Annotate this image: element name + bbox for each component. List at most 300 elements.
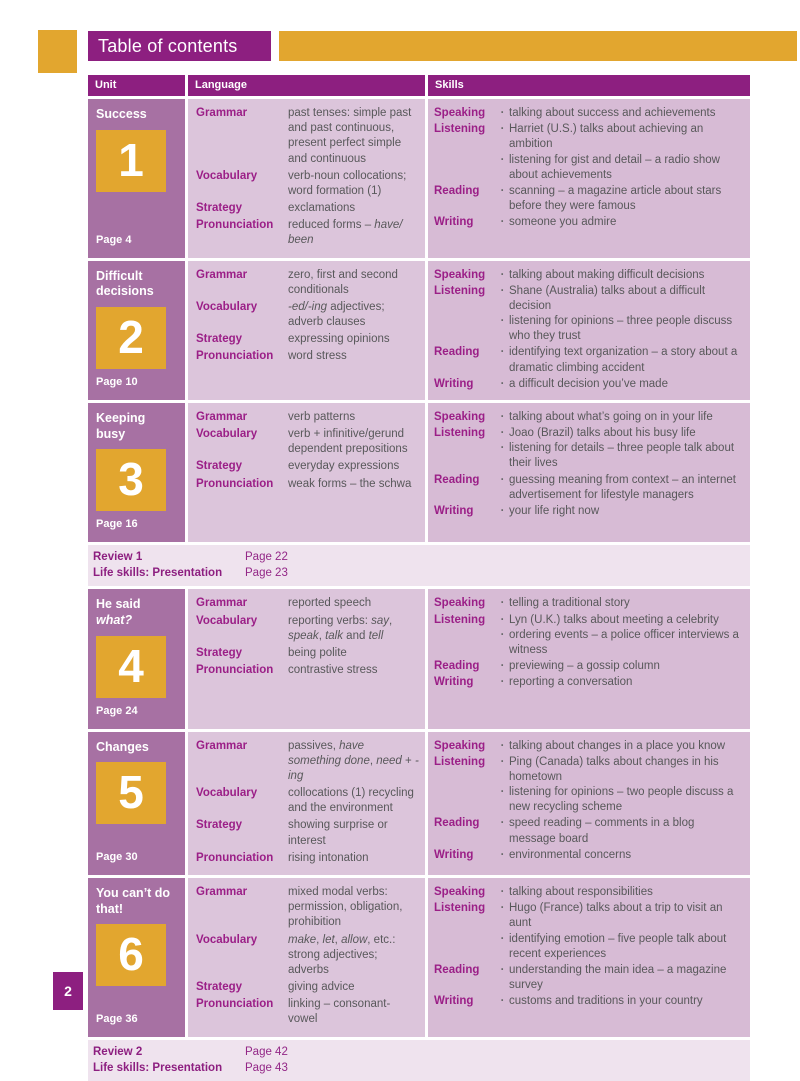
bullet-icon: ·: [500, 995, 505, 1008]
unit-row: [88, 261, 750, 400]
skill-item: [496, 345, 742, 375]
skill-items: [496, 345, 742, 375]
skill-item: [496, 675, 742, 690]
skill-category-label: Writing: [434, 504, 474, 517]
bullet-icon: ·: [500, 346, 505, 359]
skill-item-text: previewing – a gossip column: [509, 660, 660, 673]
unit-number: 4: [118, 639, 144, 692]
language-category-label: Pronunciation: [196, 219, 274, 232]
language-group: [196, 427, 419, 457]
skill-items: [496, 596, 742, 611]
language-text: reported speech: [288, 597, 372, 610]
skill-group: [434, 184, 742, 214]
language-group: [196, 349, 419, 364]
skill-item: [496, 596, 742, 611]
bullet-icon: ·: [500, 597, 505, 610]
unit-title: Changes: [96, 739, 149, 754]
unit-number: 2: [118, 310, 144, 363]
language-text: showing surprise or interest: [288, 819, 388, 847]
bullet-icon: ·: [500, 885, 505, 898]
skill-item: [496, 284, 742, 314]
bullet-icon: ·: [500, 377, 505, 390]
unit-title: Success: [96, 107, 147, 121]
skill-category-label: Writing: [434, 676, 474, 689]
skill-item-text: Shane (Australia) talks about a difficult decision: [509, 284, 706, 312]
accent-square: [38, 30, 77, 73]
skill-item: [496, 755, 742, 785]
skill-category-label: Listening: [434, 284, 486, 297]
skills-cell: [428, 878, 750, 1037]
skill-item-text: understanding the main idea – a magazine survey: [509, 963, 727, 992]
unit-cell: [88, 732, 185, 875]
language-category-label: Grammar: [196, 107, 248, 119]
review-label: Review 2: [93, 1045, 143, 1058]
skill-item-text: your life right now: [509, 504, 600, 517]
bullet-icon: ·: [500, 902, 505, 915]
skill-item: [496, 816, 742, 846]
skill-item-text: listening for opinions – two people discuss a new recycling scheme: [509, 786, 734, 814]
bullet-icon: ·: [500, 268, 505, 281]
language-group: [196, 786, 419, 816]
language-group: [196, 933, 419, 979]
skill-item-text: listening for details – three people talk about their lives: [509, 442, 735, 470]
skill-group: [434, 816, 742, 846]
skill-items: [496, 184, 742, 214]
language-category-label: Vocabulary: [196, 787, 258, 800]
unit-page-label: Page 10: [96, 375, 138, 388]
unit-cell: [88, 403, 185, 542]
language-category-label: Grammar: [196, 268, 248, 281]
language-text: reduced forms – have/ been: [288, 219, 403, 247]
skill-category-label: Listening: [434, 755, 486, 768]
skills-cell: [428, 99, 750, 258]
language-text: everyday expressions: [288, 460, 400, 473]
language-category-label: Pronunciation: [196, 350, 274, 363]
language-category-label: Vocabulary: [196, 428, 258, 441]
language-group: [196, 614, 419, 644]
skill-items: [496, 963, 742, 993]
skill-group: [434, 268, 742, 283]
skill-category-label: Listening: [434, 427, 486, 440]
unit-number-box: [96, 762, 166, 824]
unit-row: [88, 732, 750, 875]
unit-row: [88, 878, 750, 1037]
skill-item-text: customs and traditions in your country: [509, 995, 703, 1008]
skill-category-label: Reading: [434, 660, 480, 673]
skills-cell: [428, 403, 750, 542]
unit-number: 5: [118, 766, 144, 819]
unit-page-label: Page 16: [96, 518, 138, 531]
bullet-icon: ·: [500, 755, 505, 768]
skill-group: [434, 596, 742, 611]
bullet-icon: ·: [500, 817, 505, 830]
unit-number-box: [96, 636, 166, 698]
unit-cell: [88, 99, 185, 258]
language-group: [196, 997, 419, 1027]
review-label: Life skills: Presentation: [93, 1061, 223, 1074]
language-category-label: Strategy: [196, 202, 243, 215]
skill-item-text: listening for gist and detail – a radio show about achievements: [509, 153, 720, 181]
bullet-icon: ·: [500, 660, 505, 673]
skill-category-label: Listening: [434, 902, 486, 915]
skill-items: [496, 675, 742, 690]
skill-item-text: Joao (Brazil) talks about his busy life: [509, 427, 696, 440]
bullet-icon: ·: [500, 473, 505, 486]
skill-category-label: Reading: [434, 817, 480, 830]
review-page: Page 23: [245, 567, 288, 580]
skill-item: [496, 613, 742, 628]
language-text: past tenses: simple past and past continuous, present perfect simple and continuous: [288, 107, 412, 165]
skill-item: [496, 848, 742, 863]
unit-cell: [88, 878, 185, 1037]
bullet-icon: ·: [500, 628, 505, 641]
skill-item-text: talking about success and achievements: [509, 107, 716, 119]
column-header-language: Language: [188, 75, 425, 96]
skill-item-text: identifying text organization – a story about a dramatic climbing accident: [509, 346, 738, 374]
language-text: reporting verbs: say, speak, talk and tell: [288, 614, 393, 642]
skill-item: [496, 659, 742, 674]
language-category-label: Strategy: [196, 981, 243, 994]
review-line: [93, 1044, 750, 1060]
skill-items: [496, 659, 742, 674]
language-category-label: Grammar: [196, 410, 248, 423]
skill-item: [496, 473, 742, 503]
bullet-icon: ·: [500, 848, 505, 861]
skill-category-label: Speaking: [434, 739, 486, 752]
skill-group: [434, 504, 742, 519]
unit-row: [88, 589, 750, 728]
bullet-icon: ·: [500, 613, 505, 626]
skill-item: [496, 994, 742, 1009]
language-text: weak forms – the schwa: [288, 477, 412, 490]
language-text: word stress: [288, 350, 347, 363]
skill-items: [496, 885, 742, 900]
skill-item-text: Harriet (U.S.) talks about achieving an ambition: [509, 123, 704, 151]
skill-item-text: Ping (Canada) talks about changes in his hometown: [509, 755, 719, 783]
skill-item-text: telling a traditional story: [509, 597, 630, 610]
skill-items: [496, 426, 742, 472]
language-text: verb patterns: [288, 410, 356, 423]
language-cell: [188, 878, 425, 1037]
skill-item: [496, 184, 742, 214]
bullet-icon: ·: [500, 963, 505, 976]
review-row: [88, 1040, 750, 1081]
language-text: linking – consonant-vowel: [288, 998, 391, 1026]
language-cell: [188, 403, 425, 542]
unit-title: You can’t do that!: [96, 885, 171, 916]
language-group: [196, 851, 419, 866]
skill-items: [496, 410, 742, 425]
skill-category-label: Writing: [434, 995, 474, 1008]
unit-number-box: [96, 307, 166, 369]
language-group: [196, 268, 419, 298]
skill-items: [496, 215, 742, 230]
language-group: [196, 596, 419, 611]
review-page: Page 42: [245, 1045, 288, 1058]
language-group: [196, 980, 419, 995]
unit-number: 3: [118, 453, 144, 506]
unit-number-box: [96, 130, 166, 192]
unit-cell: [88, 261, 185, 400]
language-category-label: Vocabulary: [196, 300, 258, 313]
language-group: [196, 646, 419, 661]
unit-cell: [88, 589, 185, 728]
skill-group: [434, 215, 742, 230]
skill-item: [496, 215, 742, 230]
bullet-icon: ·: [500, 107, 505, 119]
language-text: exclamations: [288, 202, 356, 215]
unit-title: He said what?: [96, 597, 141, 627]
language-cell: [188, 589, 425, 728]
skills-cell: [428, 589, 750, 728]
skill-group: [434, 848, 742, 863]
skill-item-text: identifying emotion – five people talk about recent experiences: [509, 932, 727, 960]
skill-group: [434, 901, 742, 962]
skill-category-label: Speaking: [434, 268, 486, 281]
skill-items: [496, 377, 742, 392]
skill-category-label: Speaking: [434, 885, 486, 898]
skill-items: [496, 994, 742, 1009]
unit-number: 6: [118, 928, 144, 981]
page-number-badge: 2: [53, 972, 83, 1010]
skill-item: [496, 153, 742, 183]
language-cell: [188, 732, 425, 875]
language-cell: [188, 99, 425, 258]
skill-items: [496, 613, 742, 659]
unit-page-label: Page 24: [96, 704, 138, 717]
language-category-label: Strategy: [196, 819, 243, 832]
skill-category-label: Listening: [434, 123, 486, 136]
bullet-icon: ·: [500, 504, 505, 517]
skill-item: [496, 739, 742, 754]
skill-category-label: Listening: [434, 613, 486, 626]
skill-item-text: reporting a conversation: [509, 676, 633, 689]
language-text: expressing opinions: [288, 333, 390, 346]
language-category-label: Vocabulary: [196, 614, 258, 627]
column-header-unit: Unit: [88, 75, 185, 96]
bullet-icon: ·: [500, 153, 505, 166]
language-text: contrastive stress: [288, 664, 378, 677]
language-text: verb-noun collocations; word formation (1): [288, 169, 407, 197]
skill-items: [496, 122, 742, 183]
bullet-icon: ·: [500, 216, 505, 229]
page-title: Table of contents: [88, 31, 271, 61]
skill-item-text: Hugo (France) talks about a trip to visit an aunt: [509, 902, 723, 930]
skill-item-text: talking about making difficult decisions: [509, 268, 705, 281]
skill-group: [434, 426, 742, 472]
skill-category-label: Writing: [434, 216, 474, 229]
skill-group: [434, 284, 742, 345]
review-label: Life skills: Presentation: [93, 567, 223, 580]
review-line: [93, 565, 750, 581]
bullet-icon: ·: [500, 123, 505, 136]
skill-group: [434, 345, 742, 375]
skills-cell: [428, 732, 750, 875]
language-category-label: Vocabulary: [196, 169, 258, 182]
skill-category-label: Reading: [434, 963, 480, 976]
bullet-icon: ·: [500, 410, 505, 423]
language-group: [196, 885, 419, 931]
unit-row: [88, 403, 750, 542]
skill-item: [496, 122, 742, 152]
language-text: mixed modal verbs: permission, obligation, prohibition: [288, 885, 403, 929]
language-text: passives, have something done, need + -ing: [288, 739, 419, 782]
skill-item: [496, 377, 742, 392]
language-category-label: Strategy: [196, 646, 243, 659]
skill-category-label: Reading: [434, 473, 480, 486]
language-text: make, let, allow, etc.: strong adjectives; adverbs: [288, 933, 396, 976]
skill-group: [434, 122, 742, 183]
language-group: [196, 410, 419, 425]
unit-page-label: Page 4: [96, 233, 132, 246]
skill-items: [496, 755, 742, 816]
skill-group: [434, 473, 742, 503]
unit-row: [88, 99, 750, 258]
language-group: [196, 218, 419, 248]
unit-title: Keeping busy: [96, 410, 146, 441]
bullet-icon: ·: [500, 739, 505, 752]
skill-group: [434, 659, 742, 674]
language-group: [196, 169, 419, 199]
language-cell: [188, 261, 425, 400]
unit-number-box: [96, 449, 166, 511]
language-group: [196, 300, 419, 330]
language-group: [196, 106, 419, 167]
skill-items: [496, 106, 742, 121]
skill-category-label: Speaking: [434, 107, 486, 119]
skill-item-text: talking about what’s going on in your life: [509, 410, 713, 423]
skill-item-text: Lyn (U.K.) talks about meeting a celebrity: [509, 613, 719, 626]
skill-group: [434, 885, 742, 900]
language-group: [196, 201, 419, 216]
skill-item-text: speed reading – comments in a blog message board: [509, 817, 695, 845]
language-group: [196, 459, 419, 474]
language-group: [196, 663, 419, 678]
skill-category-label: Speaking: [434, 410, 486, 423]
skill-item: [496, 426, 742, 441]
review-line: [93, 1060, 750, 1076]
accent-bar: [279, 31, 797, 61]
skill-group: [434, 410, 742, 425]
language-group: [196, 477, 419, 492]
skill-group: [434, 963, 742, 993]
skill-item-text: talking about changes in a place you know: [509, 739, 726, 752]
unit-number-box: [96, 924, 166, 986]
skill-items: [496, 284, 742, 345]
skill-category-label: Writing: [434, 848, 474, 861]
language-category-label: Pronunciation: [196, 998, 274, 1011]
skill-item: [496, 441, 742, 471]
skill-items: [496, 901, 742, 962]
skill-items: [496, 739, 742, 754]
language-category-label: Strategy: [196, 333, 243, 346]
skill-category-label: Writing: [434, 377, 474, 390]
language-text: zero, first and second conditionals: [288, 268, 398, 296]
skill-items: [496, 473, 742, 503]
unit-page-label: Page 36: [96, 1012, 138, 1025]
language-category-label: Grammar: [196, 597, 248, 610]
column-header-skills: Skills: [428, 75, 750, 96]
skill-group: [434, 994, 742, 1009]
toc-table: [88, 75, 750, 1081]
language-category-label: Strategy: [196, 460, 243, 473]
skill-item: [496, 504, 742, 519]
language-category-label: Grammar: [196, 739, 248, 752]
bullet-icon: ·: [500, 676, 505, 689]
skill-group: [434, 377, 742, 392]
skill-category-label: Reading: [434, 346, 480, 359]
skill-category-label: Reading: [434, 184, 480, 197]
unit-title: Difficult decisions: [96, 268, 154, 299]
bullet-icon: ·: [500, 184, 505, 197]
language-group: [196, 739, 419, 785]
language-group: [196, 818, 419, 848]
unit-page-label: Page 30: [96, 850, 138, 863]
bullet-icon: ·: [500, 442, 505, 455]
skill-item: [496, 268, 742, 283]
skill-item-text: ordering events – a police officer interviews a witness: [509, 628, 739, 656]
skill-category-label: Speaking: [434, 597, 486, 610]
skill-item-text: listening for opinions – three people discuss who they trust: [509, 315, 733, 343]
skills-cell: [428, 261, 750, 400]
bullet-icon: ·: [500, 315, 505, 328]
skill-items: [496, 848, 742, 863]
skill-item: [496, 628, 742, 658]
language-category-label: Pronunciation: [196, 477, 274, 490]
table-header-row: [88, 75, 750, 96]
language-text: being polite: [288, 646, 347, 659]
language-category-label: Pronunciation: [196, 851, 274, 864]
language-text: giving advice: [288, 981, 355, 994]
skill-item: [496, 410, 742, 425]
language-category-label: Pronunciation: [196, 664, 274, 677]
review-row: [88, 545, 750, 586]
skill-group: [434, 755, 742, 816]
table-body: [88, 99, 750, 1081]
skill-item: [496, 901, 742, 931]
bullet-icon: ·: [500, 427, 505, 440]
skill-item: [496, 885, 742, 900]
language-text: verb + infinitive/gerund dependent prepositions: [288, 428, 408, 456]
language-category-label: Grammar: [196, 885, 248, 898]
skill-item: [496, 963, 742, 993]
skill-item-text: a difficult decision you’ve made: [509, 377, 668, 390]
review-label: Review 1: [93, 551, 143, 564]
skill-item-text: scanning – a magazine article about stars before they were famous: [509, 184, 722, 213]
skill-item: [496, 106, 742, 121]
skill-group: [434, 613, 742, 659]
skill-item-text: environmental concerns: [509, 848, 632, 861]
review-page: Page 43: [245, 1061, 288, 1074]
bullet-icon: ·: [500, 932, 505, 945]
skill-group: [434, 675, 742, 690]
skill-item: [496, 785, 742, 815]
skill-items: [496, 268, 742, 283]
skill-item-text: talking about responsibilities: [509, 885, 653, 898]
skill-items: [496, 816, 742, 846]
skill-group: [434, 739, 742, 754]
language-text: rising intonation: [288, 851, 369, 864]
skill-group: [434, 106, 742, 121]
review-line: [93, 549, 750, 565]
unit-number: 1: [118, 133, 144, 186]
bullet-icon: ·: [500, 786, 505, 799]
skill-item: [496, 932, 742, 962]
skill-item-text: someone you admire: [509, 216, 617, 229]
skill-items: [496, 504, 742, 519]
bullet-icon: ·: [500, 284, 505, 297]
language-group: [196, 332, 419, 347]
